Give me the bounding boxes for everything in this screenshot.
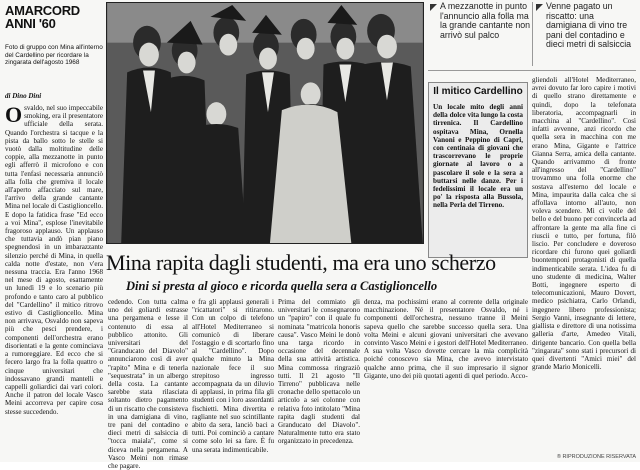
boxes-rule	[428, 70, 636, 71]
box-divider	[532, 2, 533, 66]
pull-quote-2-text: Venne pagato un riscatto: una damigiana di vino tre pani del contadino e dieci metri di salsiccia	[546, 1, 632, 50]
article-column-3	[192, 298, 274, 460]
sidebar-title: Il mitico Cardellino	[433, 86, 523, 97]
pull-quote-2	[536, 2, 636, 66]
article-column-4	[278, 298, 360, 460]
article-column-1	[5, 104, 103, 460]
sidebar-text: Un locale mito degli anni della dolce vita lungo la costa tirrenica. Il Cardellino ospitava Mina, Ornella Vanoni e Peppino di Capri, con centinaia di giovani che trascorrevano le proprie giornate al lavoro o a pascolare il sole e la sera a buttarsi nelle danze. Per i fedelissimi il locale era un po' la risposta alla Bussola, nella Perla del Tirreno.	[433, 103, 523, 210]
column-5-text: denza, ma pochissimi erano al corrente della originale macchinazione. Né il presentatore Osvaldo, né i componenti dell'orchestra, nessuno tranne il Meini sapeva quello che sarebbe successo quella sera. Una volta Meini e alcuni giovani universitari che avevano convinto Vasco Meini e i gestori dell'Hotel Mediterraneo. A sua volta Vasco dovette cercare la mia complicità poiché conoscevo sia Mina, che avevo intervistato qualche anno prima, che il suo impresario il signor Gigante, uno dei più quotati agenti di quel periodo. Acco-	[364, 298, 528, 380]
byline: di Dino Dini	[5, 92, 42, 100]
copyright-footer: ® RIPRODUZIONE RISERVATA	[556, 454, 636, 460]
triangle-bullet-icon	[536, 4, 543, 11]
article-column-6	[532, 76, 636, 456]
subheadline: Dini si presta al gioco e ricorda quella sera a Castiglioncello	[126, 279, 438, 293]
kicker-line-1: AMARCORD	[5, 3, 80, 18]
pull-quote-1-text: A mezzanotte in punto l'annuncio alla folla ma la grande cantante non arrivò sul palco	[440, 1, 530, 40]
section-kicker	[5, 4, 103, 30]
column-4-text: Prima del commiato gli universitari le consegnarono un "papiro" con il quale fu nominata "matricola honoris causa". Vasco Meini le donò una targa ricordo in occasione del decennale della sua attività artistica. Mina commossa ringraziò tutti. Il 21 agosto "Il Tirreno" pubblicava nelle cronache dello spettacolo un articolo a sei colonne con relativa foto intitolato "Mina rapita dagli studenti dal Granducato del Diavolo". Naturalmente tutto era stato organizzato in precedenza.	[278, 298, 360, 446]
column-1-text: svaldo, nel suo impeccabile smoking, era il presentatore ufficiale della serata. Quando l'orchestra si tacque e la pista da ballo sotto le stelle si vuotò dalla moltitudine delle coppie, alla mezzanotte in punto egli afferrò il microfono e con tutta l'enfasi necessaria annunciò alla folla che gremiva il locale all'aperto affacciato sul mare, l'arrivo della grande cantante Mina nel locale di Castiglioncello. E dopo la fatidica frase "Ed ecco a voi Mina", esplose l'inevitabile fragoroso applauso. Un applauso che tuttavia andò pian piano spegnendosi in un imbarazzante silenzio perché di Mina, in quella calda notte d'estate, non v'era nessuna traccia. Era l'anno 1968 nel mese di agosto, esattamente un lunedì 19 e lo scenario più profondo e tanto caro al pubblico del "Cardellino" il mitico ritrovo estivo di Castiglioncello. Mina non arrivava, Osvaldo non sapeva più che pesci prendere, i componenti dell'orchestra erano disorientati e la gente cominciava a rumoreggiare. Ed ecco che si fecero largo fra la folla quattro o cinque universitari che indossavano grandi mantelli e cappelli goliardici dai vari colori. Anche il patron del locale Vasco Meini accorreva per capire cosa stesse succedendo.	[5, 104, 103, 416]
sidebar-box	[428, 82, 528, 258]
headline: Mina rapita dagli studenti, ma era uno scherzo	[106, 250, 496, 275]
article-column-5	[364, 298, 528, 460]
column-2-text: cedendo. Con tutta calma uno dei goliardi estrasse una pergamena e lesse il contenuto di essa al pubblico attonito. Gli universitari del "Granducato del Diavolo" annunciarono così di aver "rapito" Mina e di tenerla "sequestrata" in un albergo della costa. La cantante sarebbe stata rilasciata soltanto dietro pagamento di un riscatto che consisteva in una damigiana di vino, tre pani del contadino e dieci metri di salsiccia di "tocca maiala", come si diceva nella pergamena. A Vasco Meini non rimase che pagare.	[108, 298, 188, 470]
kicker-line-2: ANNI '60	[5, 16, 56, 31]
article-column-2	[108, 298, 188, 470]
pull-quote-1	[430, 2, 530, 66]
drop-cap: O	[5, 102, 23, 127]
column-6-text: gliendoli all'Hotel Mediterraneo, avrei dovuto far loro capire i motivi di quello strano direttamente e quindi, dopo la telefonata liberatoria, accompagnarli in macchina al "Cardellino". Così infatti avvenne, anzi ricordo che quella sera in macchina con me erano Mina, Gigante e l'attrice Gianna Serra, amica della cantante. Quando arrivammo di fronte all'ingresso del "Cardellino" trovammo una folla enorme che sostava all'esterno del locale e Mina, impaurita dalla calca che si affollava intorno all'auto, non voleva scendere. Mi ci volle del bello e del buono per convincerla ad affrontare la gente ma alla fine ci riuscii e tutto, per fortuna, filò liscio. Per concludere e doveroso ricordare chi furono quei goliardi buontemponi protagonisti di quella indimenticabile serata. L'idea fu di uno studente di medicina, Walter Botti, ingegnere esperto di telecomunicazioni, Mauro Dovert, medico psichiatra, Carlo Orlandi, ingegnere libero professionista; Sergio Vanni, insegnante di lettere, giallista e direttore di una notissima galleria d'arte, Amedeo Vitali, dirigente bancario. Con quella bella "zingarata" sono stati i precursori di quei divertenti "Amici miei" del grande Mario Monicelli.	[532, 76, 636, 372]
triangle-bullet-icon	[430, 4, 437, 11]
group-photo-image	[107, 3, 423, 243]
column-3-text: e fra gli applausi generali i "ricattatori" si ritirarono. Con un colpo di telefono all'Hotel Mediterraneo si comunicò di liberare l'ostaggio e di scortarlo fino al "Cardellino". Dopo qualche minuto la Mina nazionale fece il suo strepitoso ingresso accompagnata da un diluvio di applausi, in prima fila gli studenti con i loro assordanti fischietti. Mina divertita e ragliante nel suo scintillante abito da sera, lanciò baci a tutti. Poi cominciò a cantare come solo lei sa fare. È fu una serata indimenticabile.	[192, 298, 274, 454]
photo-caption: Foto di gruppo con Mina all'interno del Cardellino per ricordare la zingarata dell'agosto 1968	[5, 44, 103, 66]
group-photo	[106, 2, 424, 244]
